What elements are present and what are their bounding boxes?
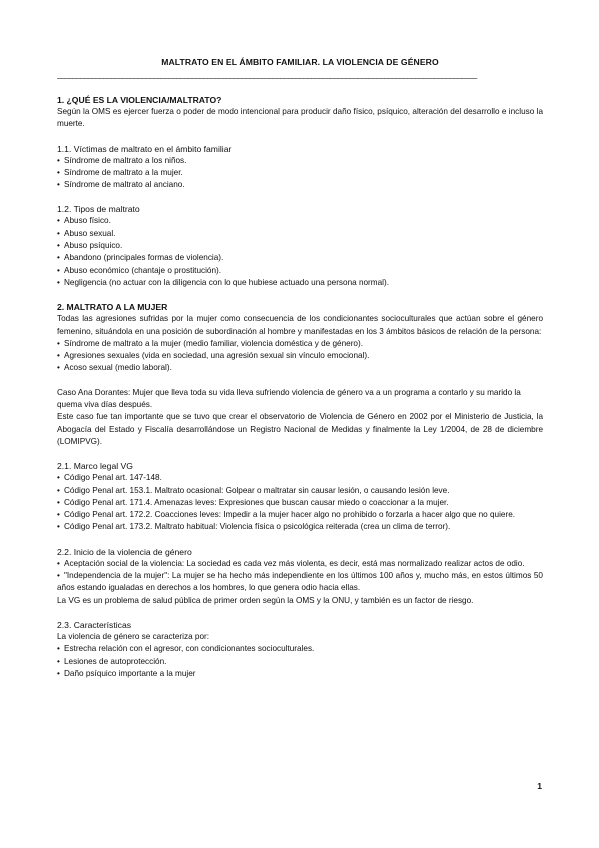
case-importance-paragraph: Este caso fue tan importante que se tuvo que crear el observatorio de Violencia de Género en 2002 por el Ministerio de Justicia, la Abogacía del Estado y Fiscalía desarrollándose un Registro Nacional de Medidas y finalmente la Ley 1/2004, de 28 de diciembre (LOMIPVG). <box>57 412 543 446</box>
list-item: • Agresiones sexuales (vida en sociedad, una agresión sexual sin vínculo emocional). <box>57 350 543 362</box>
section-2-list <box>57 338 543 375</box>
section-2-3-heading: 2.3. Características <box>57 619 132 630</box>
list-item: • "Independencia de la mujer": La mujer se ha hecho más independiente en los últimos 100 años y, mucho más, en estos últimos 50 años estando igualadas en derechos a los hombres, lo que genera odio hacia ellas. <box>57 571 543 593</box>
list-item: • Síndrome de maltrato a la mujer. <box>57 167 543 179</box>
section-2-2 <box>57 546 543 607</box>
bullet-icon: • <box>57 571 60 581</box>
section-2-3-list <box>57 643 543 680</box>
section-1-2 <box>57 203 543 289</box>
section-1 <box>57 94 543 131</box>
section-2-3 <box>57 619 543 680</box>
bullet-icon: • <box>57 497 60 507</box>
bullet-icon: • <box>57 668 60 678</box>
section-1-2-list <box>57 215 543 289</box>
section-2 <box>57 301 543 448</box>
page-number: 1 <box>537 781 542 791</box>
bullet-icon: • <box>57 241 60 251</box>
list-item: • Abuso psíquico. <box>57 240 543 252</box>
bullet-icon: • <box>57 253 60 263</box>
document-title: MALTRATO EN EL ÁMBITO FAMILIAR. LA VIOLENCIA DE GÉNERO <box>161 57 439 67</box>
bullet-icon: • <box>57 351 60 361</box>
list-item: • Código Penal art. 153.1. Maltrato ocasional: Golpear o maltratar sin causar lesión, o causando lesión leve. <box>57 485 543 497</box>
section-2-2-list <box>57 558 543 595</box>
section-2-2-text: La VG es un problema de salud pública de primer orden según la OMS y la ONU, y también es un factor de riesgo. <box>57 595 474 605</box>
list-item: • Lesiones de autoprotección. <box>57 656 543 668</box>
bullet-icon: • <box>57 155 60 165</box>
bullet-icon: • <box>57 510 60 520</box>
bullet-icon: • <box>57 522 60 532</box>
section-1-1-list <box>57 155 543 192</box>
list-item: • Código Penal art. 147-148. <box>57 472 543 484</box>
section-2-1-heading: 2.1. Marco legal VG <box>57 461 133 472</box>
section-1-heading: 1. ¿QUÉ ES LA VIOLENCIA/MALTRATO? <box>57 95 222 105</box>
bullet-icon: • <box>57 473 60 483</box>
section-1-1 <box>57 143 543 192</box>
bullet-icon: • <box>57 363 60 373</box>
bullet-icon: • <box>57 644 60 654</box>
list-item: • Negligencia (no actuar con la diligencia con lo que hubiese actuado una persona normal). <box>57 277 543 289</box>
section-1-text: Según la OMS es ejercer fuerza o poder de modo intencional para producir daño físico, psíquico, alteración del desarrollo e incluso la muerte. <box>57 107 543 129</box>
list-item: • Síndrome de maltrato al anciano. <box>57 179 543 191</box>
bullet-icon: • <box>57 216 60 226</box>
bullet-icon: • <box>57 265 60 275</box>
section-2-1-list <box>57 472 543 533</box>
section-2-heading: 2. MALTRATO A LA MUJER <box>57 302 168 313</box>
case-paragraph: Caso Ana Dorantes: Mujer que lleva toda su vida lleva sufriendo violencia de género va a un programa a contarlo y su marido la quema viva días después. <box>57 387 521 410</box>
list-item: • Código Penal art. 172.2. Coacciones leves: Impedir a la mujer hacer algo no prohibido o forzarla a hacer algo que no quiere. <box>57 509 543 521</box>
bullet-icon: • <box>57 656 60 666</box>
bullet-icon: • <box>57 558 60 568</box>
list-item: • Acoso sexual (medio laboral). <box>57 362 543 374</box>
bullet-icon: • <box>57 277 60 287</box>
bullet-icon: • <box>57 338 60 348</box>
section-2-2-heading: 2.2. Inicio de la violencia de género <box>57 546 192 557</box>
section-2-3-text: La violencia de género se caracteriza por: <box>57 631 210 641</box>
bullet-icon: • <box>57 485 60 495</box>
bullet-icon: • <box>57 180 60 190</box>
list-item: • Abandono (principales formas de violencia). <box>57 252 543 264</box>
list-item: • Código Penal art. 173.2. Maltrato habitual: Violencia física o psicológica reiterada (crea un clima de terror). <box>57 521 543 533</box>
list-item: • Código Penal art. 171.4. Amenazas leves: Expresiones que buscan causar miedo o coaccionar a la mujer. <box>57 497 543 509</box>
section-2-1 <box>57 460 543 533</box>
section-1-1-heading: 1.1. Víctimas de maltrato en el ámbito familiar <box>57 143 232 154</box>
list-item: • Aceptación social de la violencia: La sociedad es cada vez más violenta, es decir, está mas normalizado realizar actos de odio. <box>57 558 543 570</box>
list-item: • Daño psíquico importante a la mujer <box>57 668 543 680</box>
document-page <box>57 57 543 680</box>
title-rule: _____________________________________________________________________________________________________________ <box>57 70 477 79</box>
list-item: • Abuso económico (chantaje o prostitución). <box>57 265 543 277</box>
list-item: • Estrecha relación con el agresor, con condicionantes socioculturales. <box>57 643 543 655</box>
list-item: • Síndrome de maltrato a los niños. <box>57 155 543 167</box>
bullet-icon: • <box>57 228 60 238</box>
section-1-2-heading: 1.2. Tipos de maltrato <box>57 204 140 215</box>
list-item: • Abuso físico. <box>57 215 543 227</box>
list-item: • Síndrome de maltrato a la mujer (medio familiar, violencia doméstica y de género). <box>57 338 543 350</box>
list-item: • Abuso sexual. <box>57 228 543 240</box>
bullet-icon: • <box>57 167 60 177</box>
section-2-text: Todas las agresiones sufridas por la mujer como consecuencia de los condicionantes socioculturales que actúan sobre el género femenino, situándola en una posición de subordinación al hombre y manifestadas en los 3 ámbitos básicos de relación de la persona: <box>57 314 543 336</box>
